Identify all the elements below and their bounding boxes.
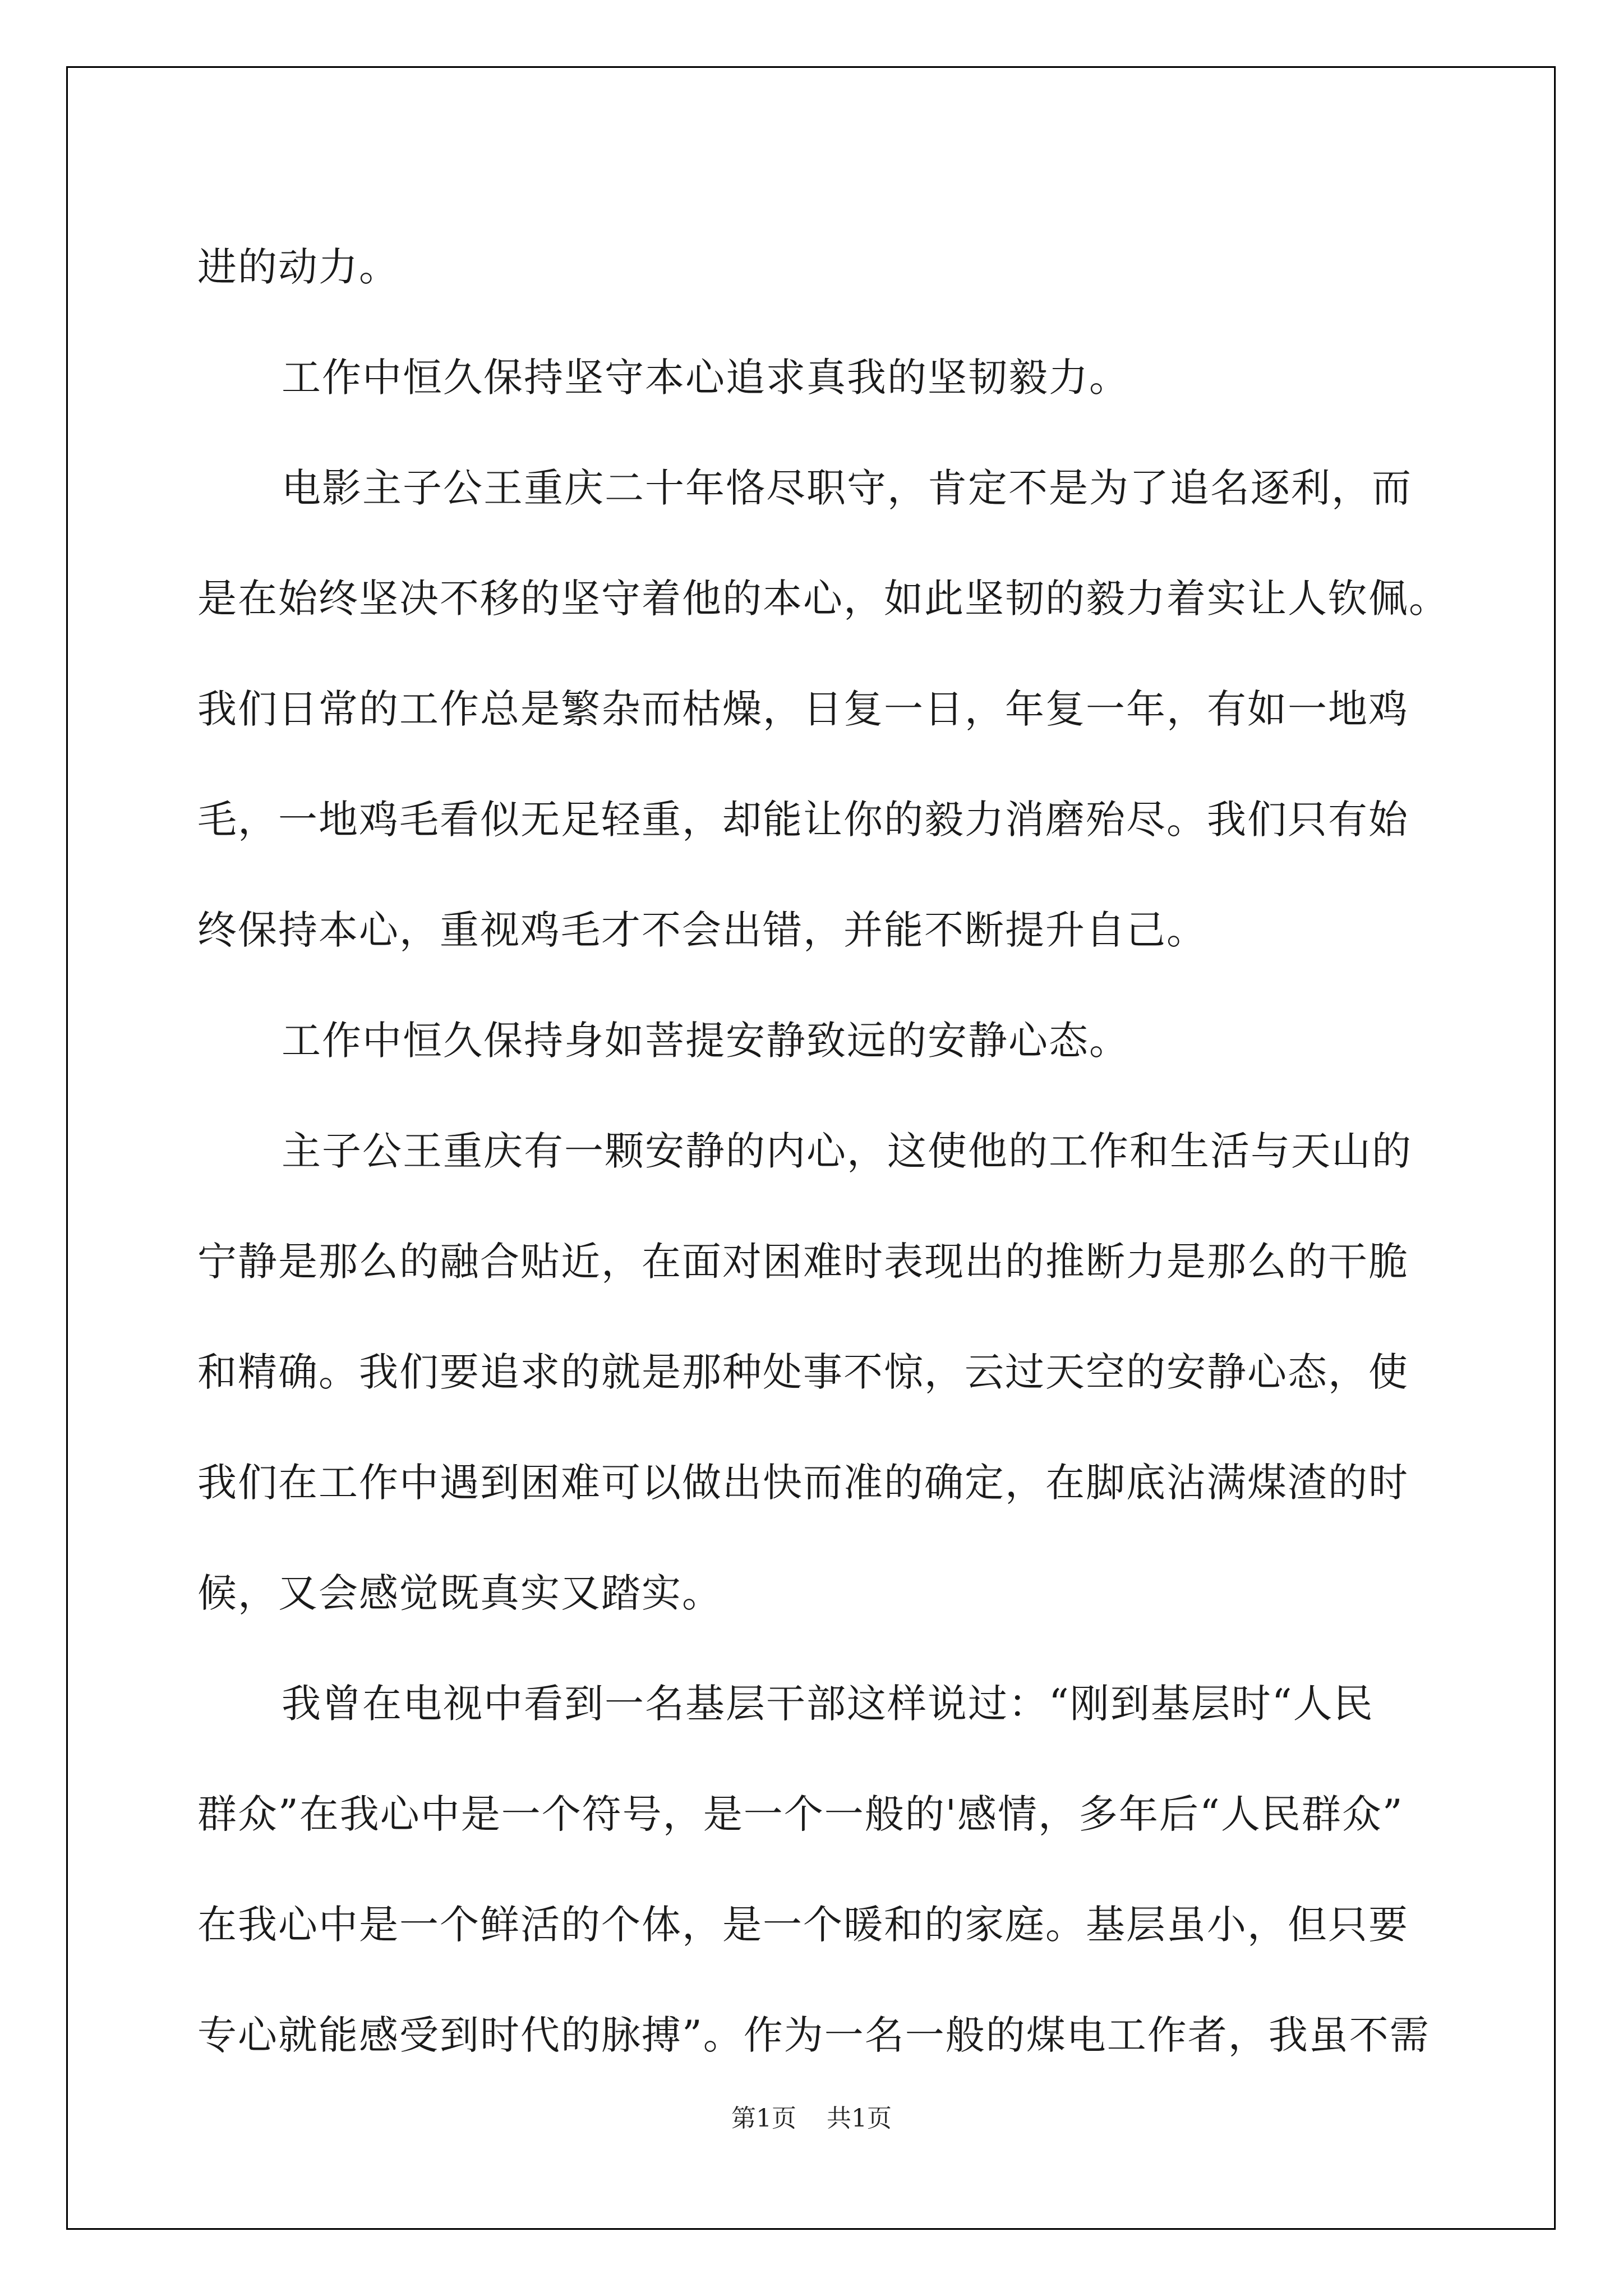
text-line: 工作中恒久保持身如菩提安静致远的安静心态。 — [282, 1018, 1129, 1064]
text-line: 和精确。我们要追求的就是那种处事不惊，云过天空的安静心态，使 — [197, 1349, 1409, 1395]
text-line: 工作中恒久保持坚守本心追求真我的坚韧毅力。 — [282, 355, 1129, 401]
text-line: 群众”在我心中是一个符号，是一个一般的'感情，多年后“人民群众” — [197, 1791, 1404, 1837]
text-line: 电影主子公王重庆二十年恪尽职守，肯定不是为了追名逐利，而 — [282, 465, 1412, 511]
text-line: 我们在工作中遇到困难可以做出快而准的确定，在脚底沾满煤渣的时 — [197, 1460, 1409, 1506]
text-line: 我曾在电视中看到一名基层干部这样说过：“刚到基层时“人民 — [282, 1681, 1374, 1727]
text-line: 终保持本心，重视鸡毛才不会出错，并能不断提升自己。 — [197, 907, 1207, 953]
text-line: 候，又会感觉既真实又踏实。 — [197, 1570, 722, 1616]
text-line: 专心就能感受到时代的脉搏”。作为一名一般的煤电工作者，我虽不需 — [197, 2012, 1430, 2058]
text-line: 主子公王重庆有一颗安静的内心，这使他的工作和生活与天山的 — [282, 1128, 1412, 1174]
text-line: 在我心中是一个鲜活的个体，是一个暖和的家庭。基层虽小，但只要 — [197, 1902, 1409, 1948]
text-line: 宁静是那么的融合贴近，在面对困难时表现出的推断力是那么的干脆 — [197, 1239, 1409, 1285]
document-body — [197, 212, 1449, 2091]
text-line: 我们日常的工作总是繁杂而枯燥，日复一日，年复一年，有如一地鸡 — [197, 686, 1409, 732]
page-number-current: 第1页 — [731, 2104, 796, 2133]
page-number-total: 共1页 — [827, 2104, 892, 2133]
page-footer — [0, 2098, 1623, 2134]
text-line: 是在始终坚决不移的坚守着他的本心，如此坚韧的毅力着实让人钦佩。 — [197, 576, 1449, 622]
text-line: 进的动力。 — [197, 244, 399, 290]
text-line: 毛，一地鸡毛看似无足轻重，却能让你的毅力消磨殆尽。我们只有始 — [197, 797, 1409, 843]
